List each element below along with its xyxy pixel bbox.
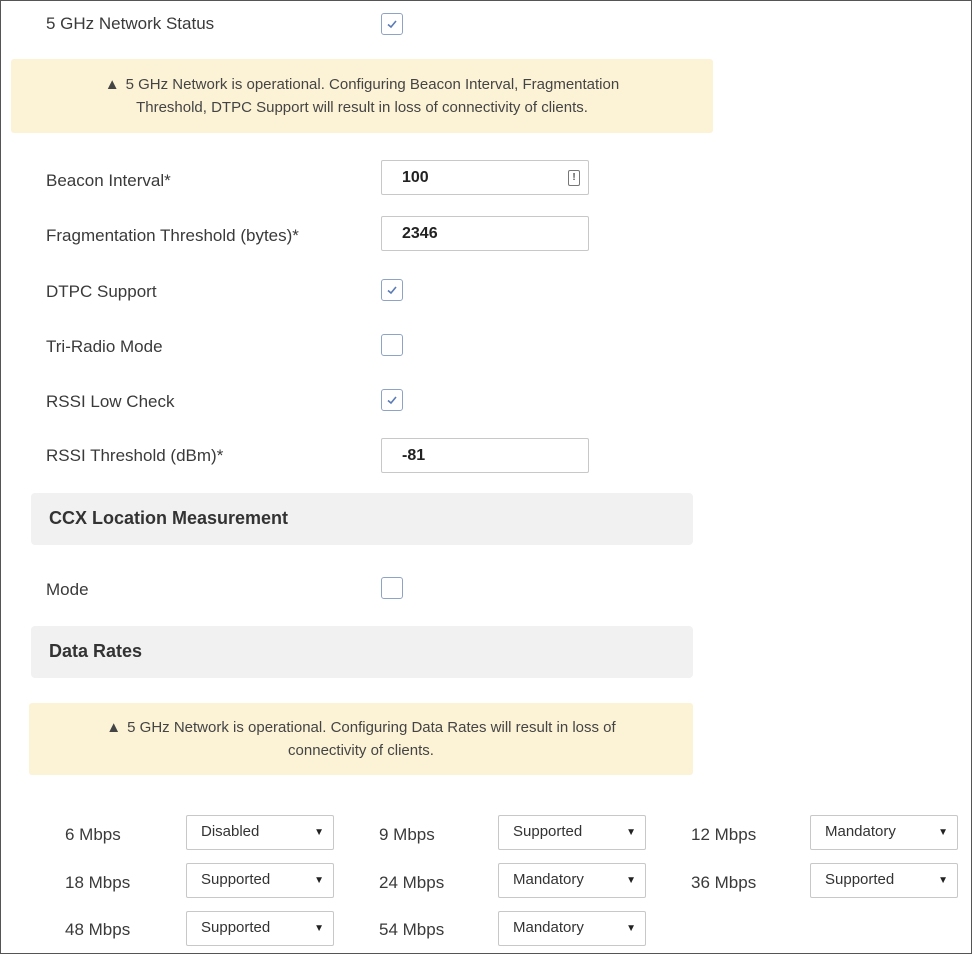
rate-label-24: 24 Mbps [379, 873, 445, 892]
rssi-low-check-checkbox[interactable] [381, 389, 403, 411]
checkmark-icon [386, 394, 398, 406]
rate-label-6: 6 Mbps [65, 825, 121, 844]
rate-select-6[interactable] [186, 815, 334, 850]
tri-radio-label: Tri-Radio Mode [46, 337, 163, 356]
beacon-warning-alert [11, 59, 713, 133]
beacon-interval-input[interactable] [381, 160, 589, 195]
network-status-label: 5 GHz Network Status [46, 14, 215, 33]
rate-select-54[interactable] [498, 911, 646, 946]
data-rates-alert-line-2: connectivity of clients. [288, 742, 434, 759]
warning-triangle-icon: ▲ [106, 719, 122, 736]
network-status-checkbox[interactable] [381, 13, 403, 35]
frag-threshold-input[interactable] [381, 216, 589, 251]
beacon-interval-label: Beacon Interval* [46, 171, 171, 190]
dtpc-label: DTPC Support [46, 282, 157, 301]
rate-select-12[interactable] [810, 815, 958, 850]
ccx-section-header [31, 493, 693, 545]
data-rates-warning-alert [29, 703, 693, 775]
mode-checkbox[interactable] [381, 577, 403, 599]
rate-select-48[interactable] [186, 911, 334, 946]
rate-label-36: 36 Mbps [691, 873, 757, 892]
alert-line-1: 5 GHz Network is operational. Configuring Beacon Interval, Fragmentation [125, 76, 620, 93]
rssi-threshold-value: -81 [402, 447, 426, 464]
rate-value-12: Mandatory [825, 823, 896, 840]
frag-threshold-label: Fragmentation Threshold (bytes)* [46, 226, 299, 245]
warning-triangle-icon: ▲ [104, 76, 120, 93]
chevron-down-icon: ▼ [314, 923, 324, 934]
rate-select-18[interactable] [186, 863, 334, 898]
chevron-down-icon: ▼ [626, 875, 636, 886]
ccx-section-title: CCX Location Measurement [49, 508, 289, 528]
rate-label-18: 18 Mbps [65, 873, 131, 892]
rssi-threshold-label: RSSI Threshold (dBm)* [46, 446, 224, 465]
rate-value-6: Disabled [201, 823, 260, 840]
rate-select-9[interactable] [498, 815, 646, 850]
rate-value-24: Mandatory [513, 871, 584, 888]
rate-select-24[interactable] [498, 863, 646, 898]
data-rates-alert-line-1: 5 GHz Network is operational. Configuring Data Rates will result in loss of [127, 719, 616, 736]
rate-label-48: 48 Mbps [65, 920, 131, 939]
rssi-threshold-input[interactable] [381, 438, 589, 473]
rate-label-9: 9 Mbps [379, 825, 435, 844]
data-rates-section-header [31, 626, 693, 678]
alert-line-2: Threshold, DTPC Support will result in loss of connectivity of clients. [136, 99, 588, 116]
chevron-down-icon: ▼ [314, 875, 324, 886]
beacon-interval-value: 100 [402, 169, 429, 186]
rate-value-54: Mandatory [513, 919, 584, 936]
mode-label: Mode [46, 580, 89, 599]
rssi-low-check-label: RSSI Low Check [46, 392, 175, 411]
data-rates-section-title: Data Rates [49, 641, 143, 661]
rate-value-48: Supported [201, 919, 271, 936]
rate-label-54: 54 Mbps [379, 920, 445, 939]
chevron-down-icon: ▼ [314, 827, 324, 838]
rate-value-36: Supported [825, 871, 895, 888]
chevron-down-icon: ▼ [626, 827, 636, 838]
rate-value-18: Supported [201, 871, 271, 888]
rate-value-9: Supported [513, 823, 583, 840]
chevron-down-icon: ▼ [626, 923, 636, 934]
rate-label-12: 12 Mbps [691, 825, 757, 844]
chevron-down-icon: ▼ [938, 827, 948, 838]
spinner-icon[interactable]: ! [568, 170, 580, 186]
tri-radio-checkbox[interactable] [381, 334, 403, 356]
frag-threshold-value: 2346 [402, 225, 438, 242]
dtpc-checkbox[interactable] [381, 279, 403, 301]
checkmark-icon [386, 18, 398, 30]
rate-select-36[interactable] [810, 863, 958, 898]
checkmark-icon [386, 284, 398, 296]
chevron-down-icon: ▼ [938, 875, 948, 886]
